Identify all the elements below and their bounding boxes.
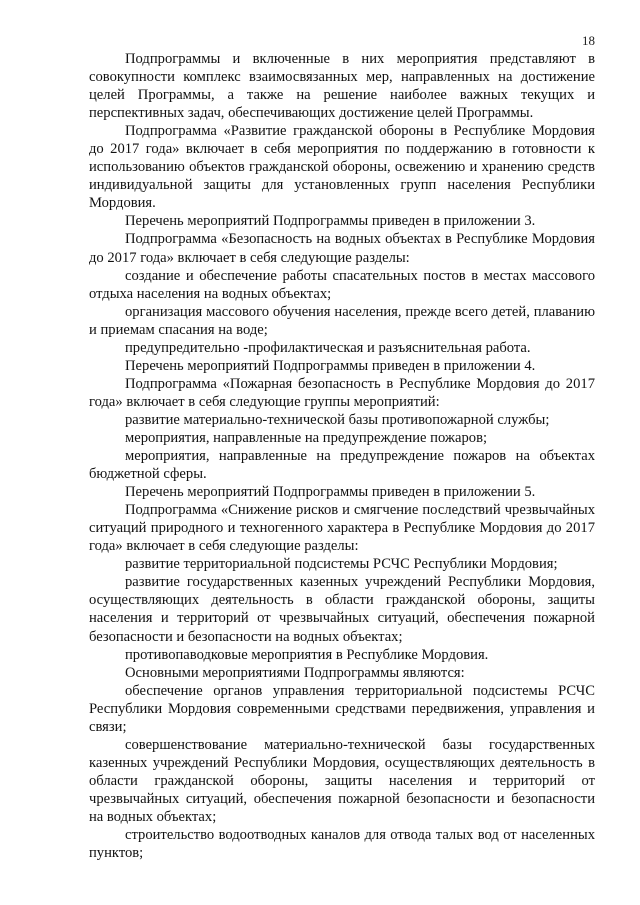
paragraph: Основными мероприятиями Подпрограммы являются:	[125, 664, 465, 681]
list-item: мероприятия, направленные на предупреждение пожаров на объектах бюджетной сферы.	[89, 448, 595, 483]
list-item: противопаводковые мероприятия в Республике Мордовия.	[125, 646, 489, 663]
paragraph: Перечень мероприятий Подпрограммы приведен в приложении 3.	[125, 213, 536, 230]
list-item: обеспечение органов управления территориальной подсистемы РСЧС Республики Мордовия современными средствами передвижения, управления и связи;	[89, 682, 595, 735]
list-item: совершенствование материально-технической базы государственных казенных учреждений Республики Мордовия, осуществляющих деятельность в области гражданской обороны, защиты населения и территорий от чрезвычайных ситуаций, обеспечения пожарной безопасности и безопасности на водных объектах;	[89, 736, 595, 825]
list-item: развитие материально-технической базы противопожарной службы;	[125, 411, 550, 428]
list-item: организация массового обучения населения, прежде всего детей, плаванию и приемам спасания на воде;	[89, 303, 595, 338]
paragraph: Подпрограмма «Развитие гражданской обороны в Республике Мордовия до 2017 года» включает в себя мероприятия по поддержанию в готовности к использованию объектов гражданской обороны, освежению и хранению средств индивидуальной защиты для установленных групп населения Республики Мордовия.	[89, 123, 595, 212]
page-number: 18	[582, 33, 595, 48]
list-item: предупредительно -профилактическая и разъяснительная работа.	[125, 339, 531, 356]
paragraph: Подпрограмма «Безопасность на водных объектах в Республике Мордовия до 2017 года» включает в себя следующие разделы:	[89, 231, 595, 266]
list-item: мероприятия, направленные на предупреждение пожаров;	[125, 429, 488, 446]
list-item: развитие территориальной подсистемы РСЧС Республики Мордовия;	[125, 556, 558, 573]
list-item: строительство водоотводных каналов для отвода талых вод от населенных пунктов;	[89, 827, 595, 862]
paragraph: Перечень мероприятий Подпрограммы приведен в приложении 5.	[125, 484, 536, 501]
paragraph: Подпрограмма «Снижение рисков и смягчение последствий чрезвычайных ситуаций природного и техногенного характера в Республике Мордовия до 2017 года» включает в себя следующие разделы:	[89, 502, 595, 555]
paragraph: Подпрограммы и включенные в них мероприятия представляют в совокупности комплекс взаимосвязанных мер, направленных на достижение целей Программы, а также на решение наиболее важных текущих и перспективных задач, обеспечивающих достижение целей Программы.	[89, 51, 595, 122]
list-item: развитие государственных казенных учреждений Республики Мордовия, осуществляющих деятельность в области гражданской обороны, защиты населения и территорий от чрезвычайных ситуаций, обеспечения пожарной безопасности и безопасности на водных объектах;	[89, 574, 595, 645]
list-item: создание и обеспечение работы спасательных постов в местах массового отдыха населения на водных объектах;	[89, 267, 595, 302]
paragraph: Подпрограмма «Пожарная безопасность в Республике Мордовия до 2017 года» включает в себя следующие группы мероприятий:	[89, 375, 595, 410]
document-body	[89, 50, 595, 862]
paragraph: Перечень мероприятий Подпрограммы приведен в приложении 4.	[125, 357, 536, 374]
